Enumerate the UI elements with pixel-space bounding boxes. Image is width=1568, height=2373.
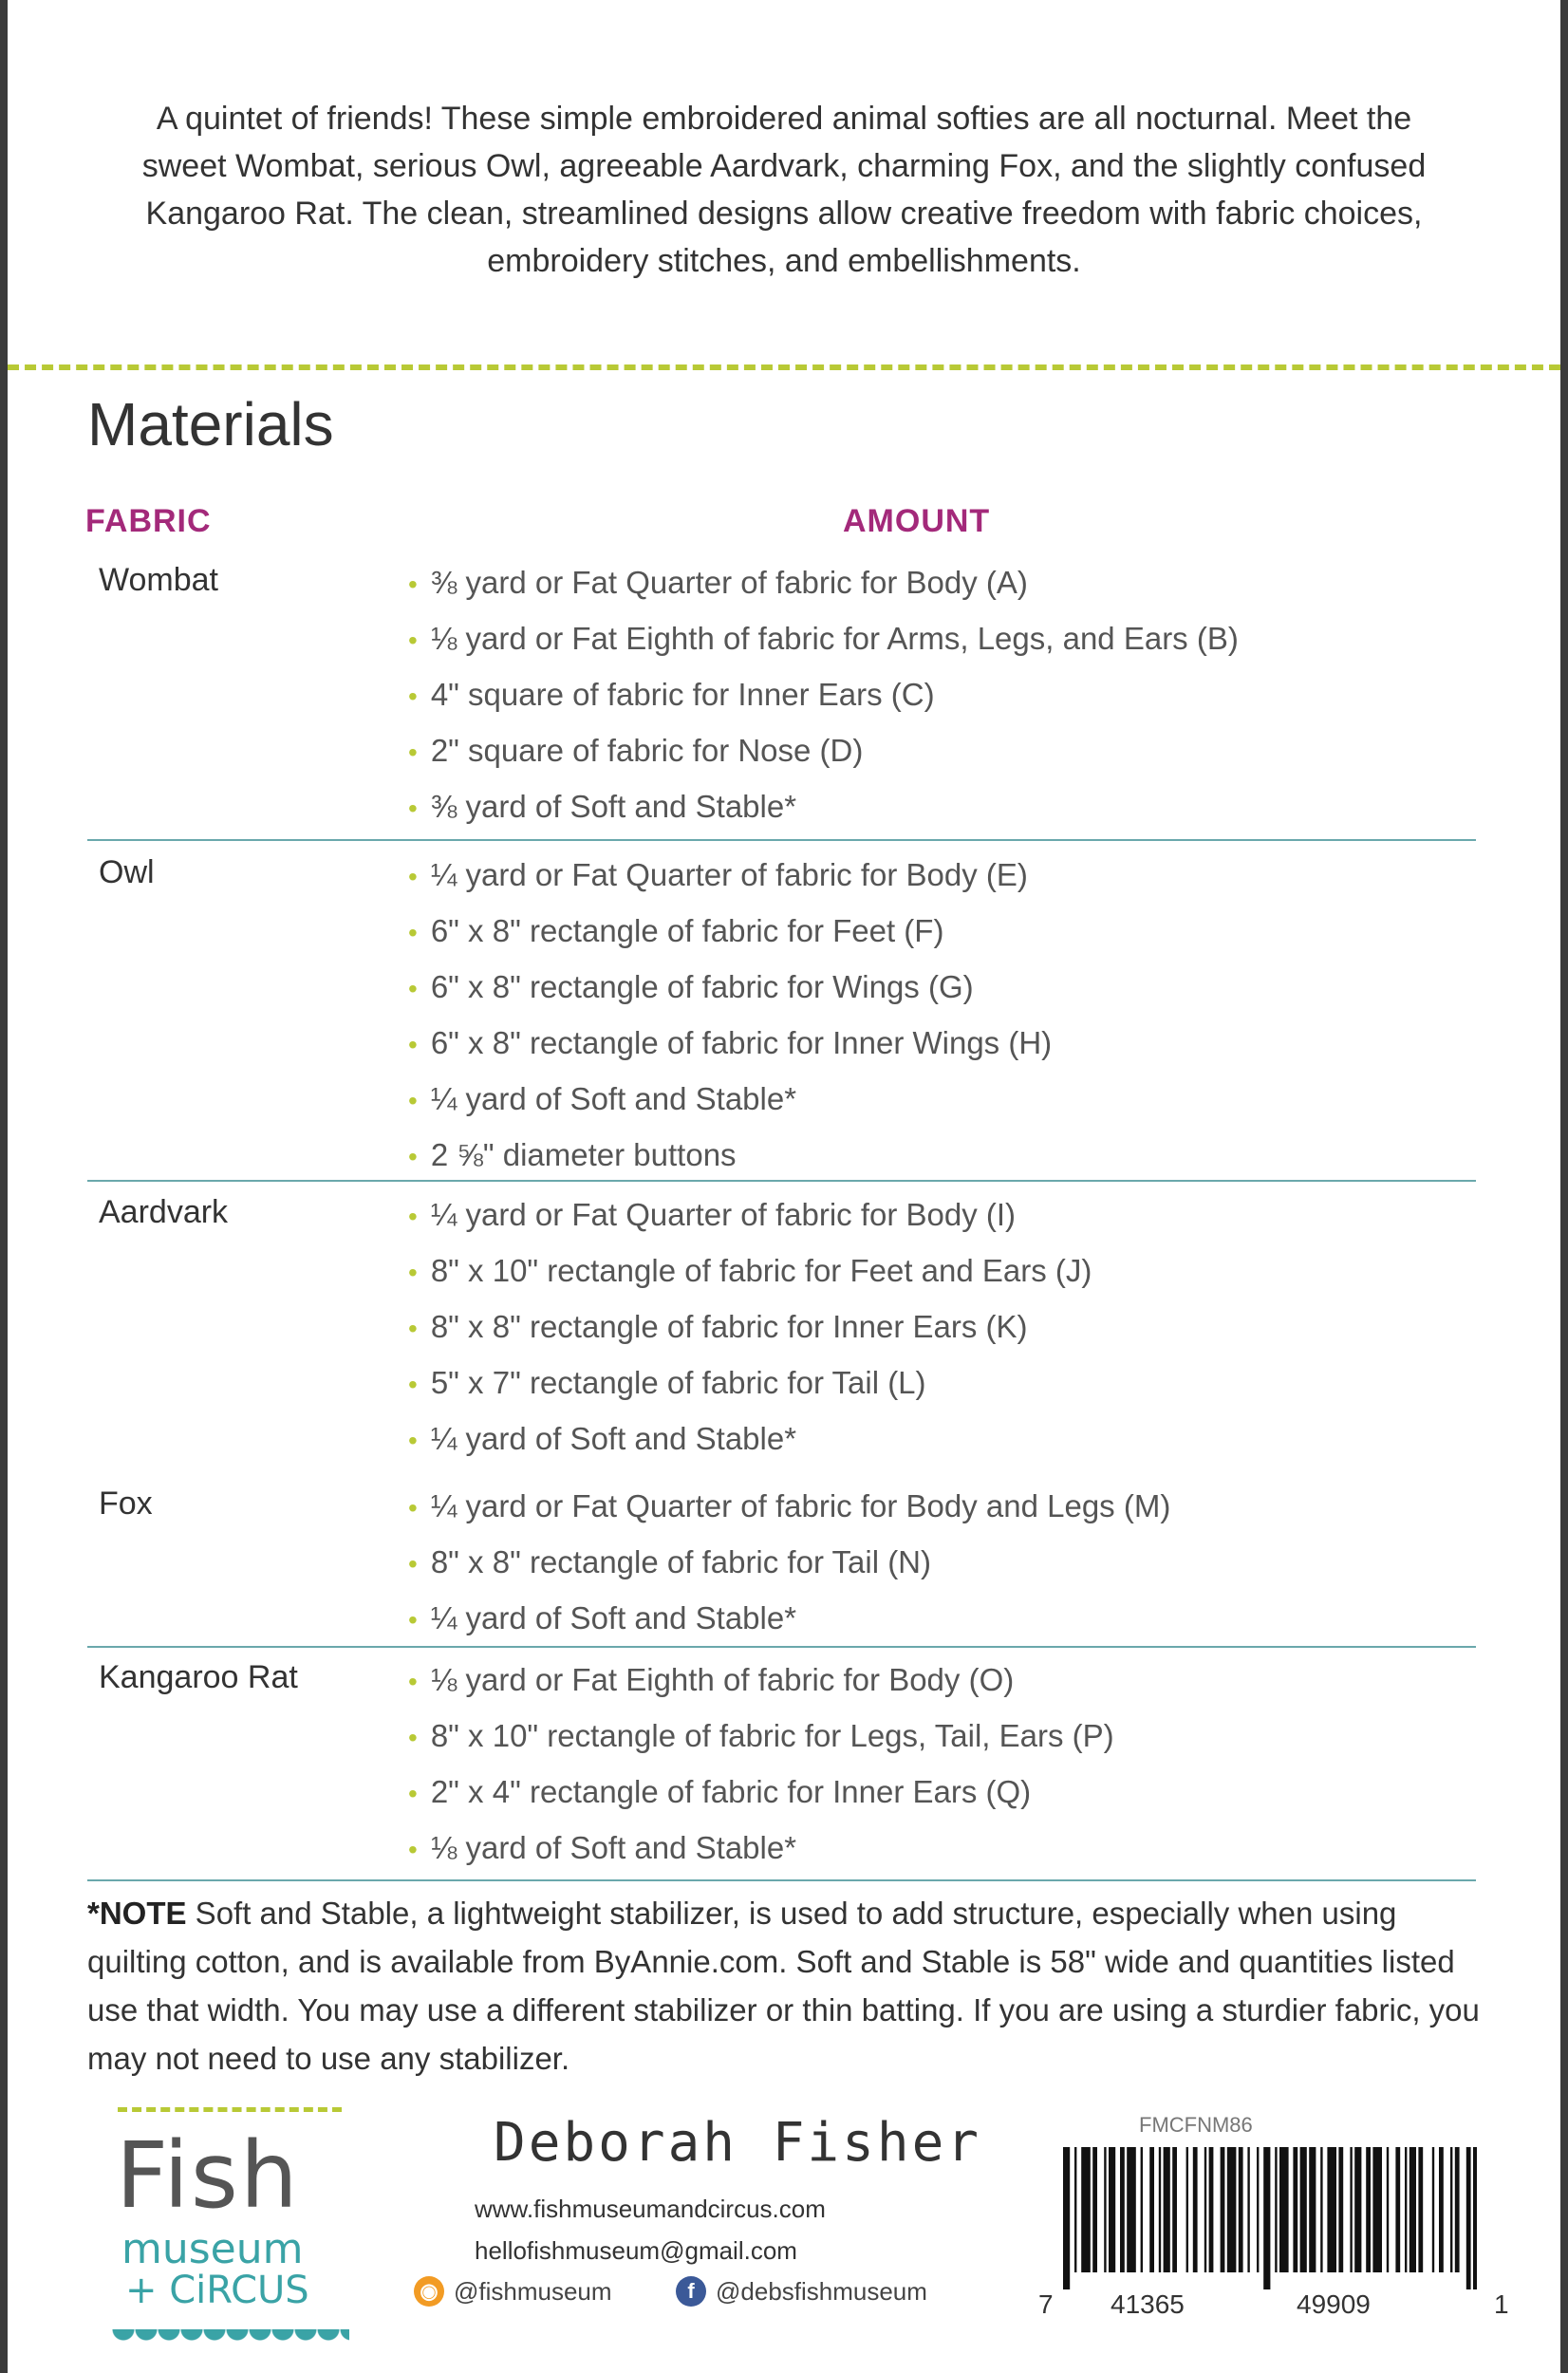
logo-text-circus: + CiRCUS bbox=[125, 2269, 309, 2312]
barcode-bar bbox=[1227, 2147, 1237, 2272]
barcode-digit-group-2: 49909 bbox=[1297, 2289, 1371, 2319]
list-item: • ⅛ yard or Fat Eighth of fabric for Body (O) bbox=[408, 1662, 1015, 1697]
material-list bbox=[408, 1485, 1170, 1654]
list-item: • ¼ yard or Fat Quarter of fabric for Body (I) bbox=[408, 1197, 1017, 1232]
list-item: • ⅛ yard of Soft and Stable* bbox=[408, 1830, 797, 1865]
barcode-bar bbox=[1063, 2147, 1070, 2289]
bullet-icon: • bbox=[408, 570, 418, 599]
material-list bbox=[408, 1194, 1092, 1474]
barcode-digit-suffix: 1 bbox=[1494, 2289, 1509, 2319]
list-item: • ¼ yard or Fat Quarter of fabric for Body (E) bbox=[408, 857, 1028, 892]
barcode-bar bbox=[1450, 2147, 1452, 2272]
barcode-bar bbox=[1074, 2147, 1076, 2272]
bullet-icon: • bbox=[408, 918, 418, 947]
barcode-bar bbox=[1432, 2147, 1434, 2272]
barcode-bar bbox=[1327, 2147, 1336, 2272]
group-divider bbox=[87, 1879, 1476, 1881]
facebook-icon: f bbox=[676, 2276, 706, 2307]
email-link[interactable]: hellofishmuseum@gmail.com bbox=[475, 2236, 797, 2265]
list-item: • ⅛ yard or Fat Eighth of fabric for Arms, Legs, and Ears (B) bbox=[408, 621, 1239, 656]
note-label: *NOTE bbox=[87, 1896, 187, 1931]
barcode-bar bbox=[1120, 2147, 1125, 2272]
barcode-bar bbox=[1186, 2147, 1188, 2272]
bullet-icon: • bbox=[408, 1779, 418, 1808]
list-item: • 6" x 8" rectangle of fabric for Wings (G) bbox=[408, 969, 974, 1004]
bullet-icon: • bbox=[408, 626, 418, 655]
barcode-digit-group-1: 41365 bbox=[1111, 2289, 1185, 2319]
list-item: • ¼ yard of Soft and Stable* bbox=[408, 1081, 797, 1116]
barcode-bar bbox=[1350, 2147, 1352, 2272]
bullet-icon: • bbox=[408, 738, 418, 767]
instagram-handle[interactable]: ◉ @fishmuseum bbox=[414, 2276, 612, 2307]
barcode-bar bbox=[1263, 2147, 1270, 2289]
barcode-bar bbox=[1092, 2147, 1097, 2272]
barcode-bar bbox=[1209, 2147, 1214, 2272]
barcode-bar bbox=[1320, 2147, 1322, 2272]
barcode-bar bbox=[1141, 2147, 1143, 2272]
barcode-bar bbox=[1439, 2147, 1444, 2272]
list-item: • 6" x 8" rectangle of fabric for Feet (F) bbox=[408, 913, 944, 948]
bullet-icon: • bbox=[408, 1142, 418, 1171]
group-name: Wombat bbox=[99, 562, 218, 598]
facebook-handle[interactable]: f @debsfishmuseum bbox=[676, 2276, 927, 2307]
group-divider bbox=[87, 1646, 1476, 1648]
list-item: • 8" x 10" rectangle of fabric for Legs, Tail, Ears (P) bbox=[408, 1718, 1114, 1753]
barcode-bar bbox=[1247, 2147, 1249, 2272]
barcode-bar bbox=[1221, 2147, 1225, 2272]
list-item: • 2" square of fabric for Nose (D) bbox=[408, 733, 864, 768]
logo-scallop bbox=[112, 2329, 349, 2350]
barcode-bar bbox=[1164, 2147, 1170, 2272]
intro-paragraph: A quintet of friends! These simple embroidered animal softies are all nocturnal. Meet the sweet Wombat, serious Owl, agreeable Aardvark, charming Fox, and the slightly confused Kangaroo Rat. The clean, streamlined designs allow creative freedom with fabric choices, embroidery stitches, and embellishments. bbox=[141, 101, 1427, 279]
barcode-bar bbox=[1172, 2147, 1177, 2272]
group-divider bbox=[87, 839, 1476, 841]
frame-left-border bbox=[0, 0, 8, 2373]
group-name: Aardvark bbox=[99, 1194, 229, 1230]
barcode-bar bbox=[1159, 2147, 1161, 2272]
group-divider bbox=[87, 1180, 1476, 1182]
barcode-bar bbox=[1204, 2147, 1206, 2272]
barcode-bar bbox=[1275, 2147, 1277, 2272]
fabric-column-header: FABRIC bbox=[85, 503, 212, 539]
logo-text-fish: Fish bbox=[116, 2122, 300, 2229]
barcode-image bbox=[1059, 2147, 1477, 2289]
list-item: • ¼ yard or Fat Quarter of fabric for Body and Legs (M) bbox=[408, 1488, 1171, 1523]
stabilizer-note bbox=[87, 1889, 1483, 2083]
bullet-icon: • bbox=[408, 1493, 418, 1523]
barcode-bar bbox=[1293, 2147, 1297, 2272]
barcode-bar bbox=[1104, 2147, 1106, 2272]
barcode-bar bbox=[1109, 2147, 1115, 2272]
barcode-bar bbox=[1418, 2147, 1423, 2272]
list-item: • 2 ⅝" diameter buttons bbox=[408, 1137, 737, 1172]
bullet-icon: • bbox=[408, 1314, 418, 1343]
bullet-icon: • bbox=[408, 1667, 418, 1696]
bullet-icon: • bbox=[408, 1426, 418, 1455]
barcode-bar bbox=[1149, 2147, 1154, 2272]
note-text: Soft and Stable, a lightweight stabilizer, is used to add structure, especially when using quilting cotton, and is available from ByAnnie.com. Soft and Stable is 58" wide and quantities listed use that width. You may use a different stabilizer or thin batting. If you are using a sturdier fabric, you may not need to use any stabilizer. bbox=[87, 1896, 1480, 2076]
dashed-divider bbox=[8, 364, 1560, 370]
bullet-icon: • bbox=[408, 1202, 418, 1231]
group-name: Fox bbox=[99, 1485, 153, 1522]
bullet-icon: • bbox=[408, 682, 418, 711]
bullet-icon: • bbox=[408, 1086, 418, 1115]
group-name: Owl bbox=[99, 854, 155, 890]
barcode-bar bbox=[1466, 2147, 1471, 2289]
bullet-icon: • bbox=[408, 794, 418, 823]
barcode-bar bbox=[1395, 2147, 1400, 2272]
amount-column-header: AMOUNT bbox=[843, 503, 991, 539]
group-name: Kangaroo Rat bbox=[99, 1659, 298, 1695]
list-item: • 2" x 4" rectangle of fabric for Inner Ears (Q) bbox=[408, 1774, 1032, 1809]
bullet-icon: • bbox=[408, 862, 418, 891]
list-item: • ⅜ yard or Fat Quarter of fabric for Body (A) bbox=[408, 565, 1028, 600]
frame-right-border bbox=[1560, 0, 1568, 2373]
fish-museum-logo bbox=[106, 2105, 353, 2354]
bullet-icon: • bbox=[408, 1370, 418, 1399]
bullet-icon: • bbox=[408, 974, 418, 1003]
barcode-bar bbox=[1300, 2147, 1307, 2272]
barcode-bar bbox=[1473, 2147, 1477, 2289]
list-item: • 8" x 10" rectangle of fabric for Feet and Ears (J) bbox=[408, 1253, 1092, 1288]
list-item: • 8" x 8" rectangle of fabric for Inner Ears (K) bbox=[408, 1309, 1028, 1344]
list-item: • 8" x 8" rectangle of fabric for Tail (N) bbox=[408, 1544, 932, 1579]
barcode-bar bbox=[1372, 2147, 1382, 2272]
material-list bbox=[408, 562, 1239, 842]
barcode-bar bbox=[1387, 2147, 1389, 2272]
barcode-bar bbox=[1455, 2147, 1460, 2272]
list-item: • 6" x 8" rectangle of fabric for Inner Wings (H) bbox=[408, 1025, 1053, 1060]
list-item: • 4" square of fabric for Inner Ears (C) bbox=[408, 677, 935, 712]
bullet-icon: • bbox=[408, 1723, 418, 1752]
bullet-icon: • bbox=[408, 1030, 418, 1059]
bullet-icon: • bbox=[408, 1835, 418, 1864]
bullet-icon: • bbox=[408, 1549, 418, 1579]
material-list bbox=[408, 854, 1052, 1190]
barcode-bar bbox=[1127, 2147, 1136, 2272]
barcode-bar bbox=[1081, 2147, 1091, 2272]
barcode-bar bbox=[1409, 2147, 1416, 2272]
product-code: FMCFNM86 bbox=[1139, 2113, 1253, 2137]
barcode-bar bbox=[1309, 2147, 1316, 2272]
barcode-bar bbox=[1279, 2147, 1289, 2272]
instagram-icon: ◉ bbox=[414, 2276, 444, 2307]
bullet-icon: • bbox=[408, 1258, 418, 1287]
list-item: • ¼ yard of Soft and Stable* bbox=[408, 1600, 797, 1635]
barcode-bar bbox=[1239, 2147, 1243, 2272]
website-link[interactable]: www.fishmuseumandcircus.com bbox=[475, 2195, 826, 2223]
list-item: • ⅜ yard of Soft and Stable* bbox=[408, 789, 797, 824]
barcode-digit-prefix: 7 bbox=[1038, 2289, 1054, 2319]
barcode-bar bbox=[1354, 2147, 1361, 2272]
logo-text-museum: museum bbox=[121, 2225, 304, 2273]
barcode-bar bbox=[1338, 2147, 1343, 2272]
list-item: • ¼ yard of Soft and Stable* bbox=[408, 1421, 797, 1456]
logo-dash bbox=[118, 2107, 342, 2112]
materials-title: Materials bbox=[87, 390, 334, 458]
author-name: Deborah Fisher bbox=[494, 2112, 982, 2174]
material-list bbox=[408, 1659, 1114, 1883]
bullet-icon: • bbox=[408, 1605, 418, 1635]
barcode-bar bbox=[1366, 2147, 1371, 2272]
barcode-bar bbox=[1405, 2147, 1407, 2272]
barcode-bar bbox=[1193, 2147, 1198, 2272]
barcode-bar bbox=[1257, 2147, 1259, 2272]
list-item: • 5" x 7" rectangle of fabric for Tail (L) bbox=[408, 1365, 926, 1400]
